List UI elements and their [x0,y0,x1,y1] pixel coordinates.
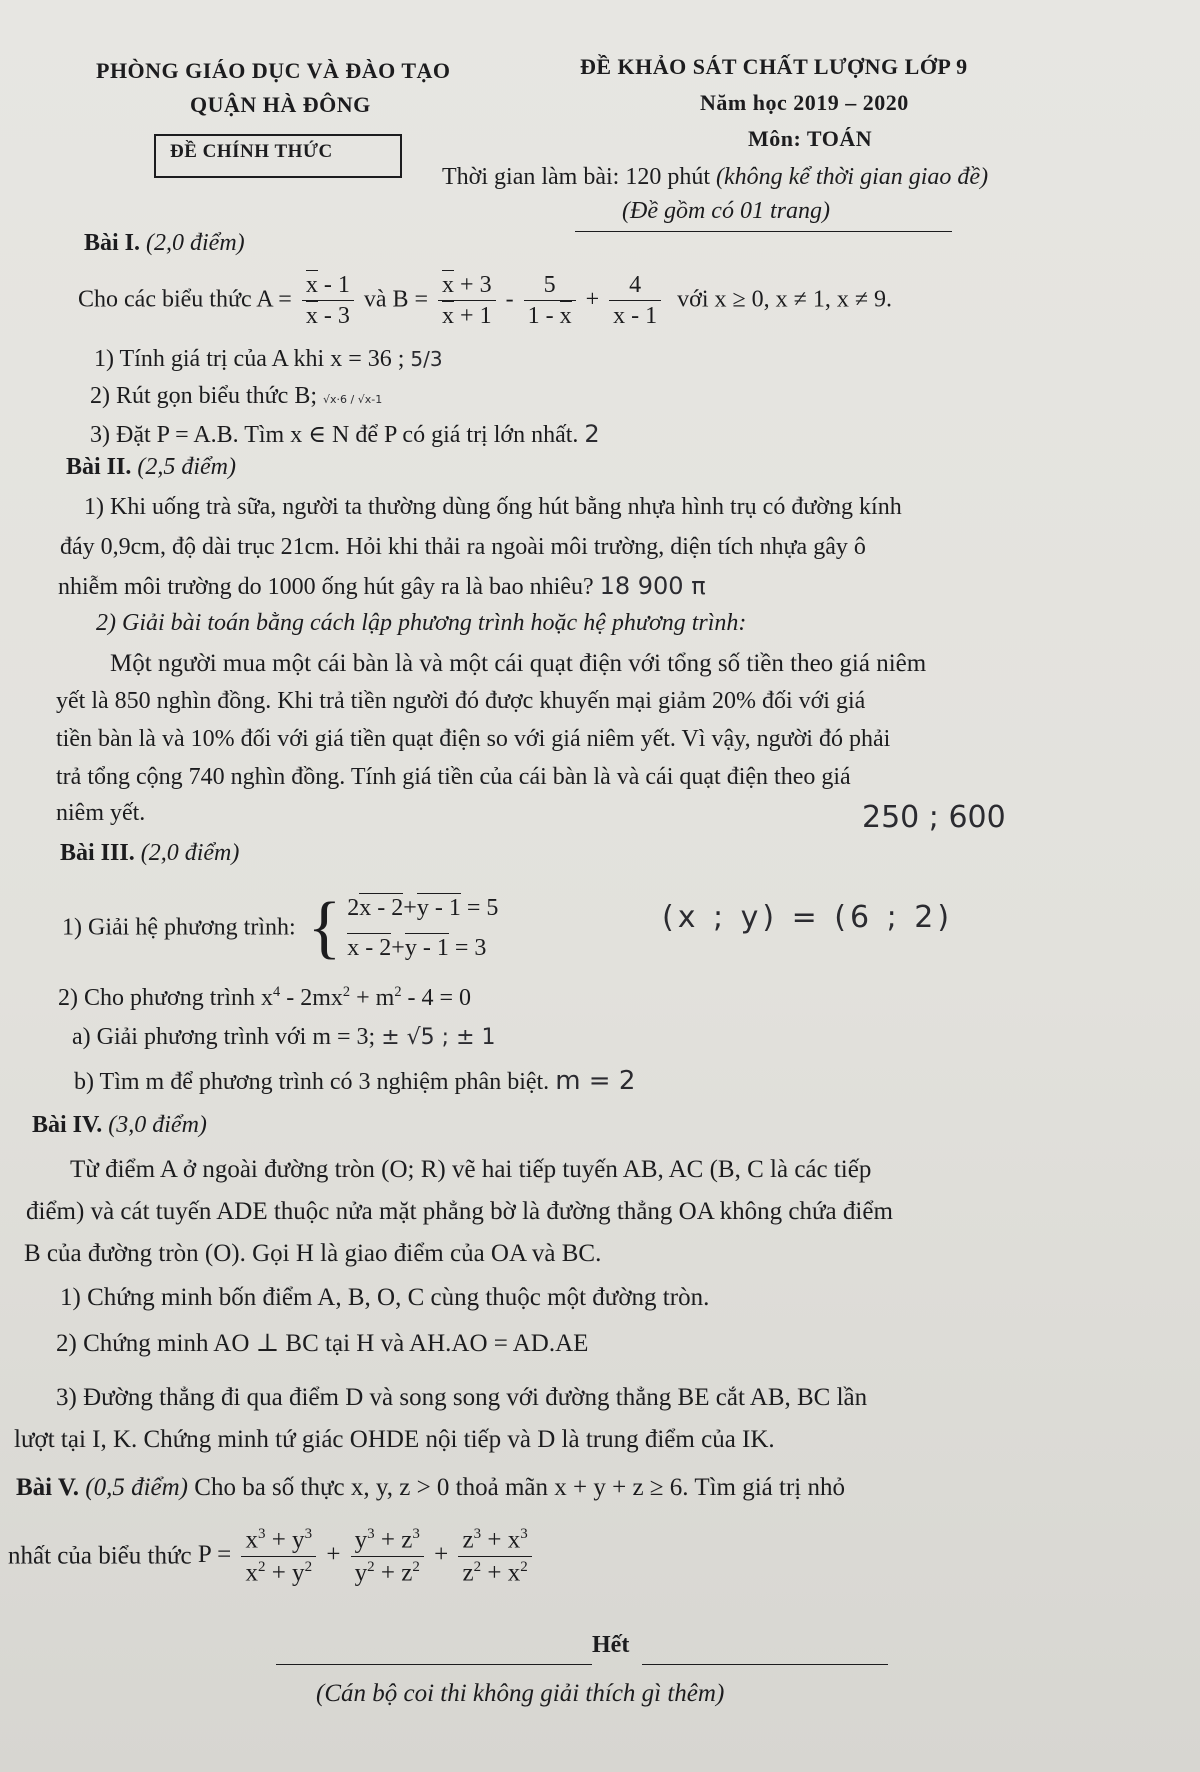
equation-system: 2x - 2+y - 1 = 5 x - 2+y - 1 = 3 [347,895,499,961]
problem-2-heading: Bài II. (2,5 điểm) [66,454,236,480]
expr-p-term-2: $\frac{y^3 + z^3}{y^2 + z^2}$ [351,1526,424,1587]
problem-3-part-2: 2) Cho phương trình $x^4 - 2mx^2 + m^2 - 4 = 0$ [58,984,472,1011]
problem-4-line-3: B của đường tròn (O). Gọi H là giao điểm của OA và BC. [24,1240,602,1267]
problem-2-part-2-line-4: trả tổng cộng 740 nghìn đồng. Tính giá tiền của cái bàn là và cái quạt điện theo giá [56,764,851,790]
expr-p-term-3: $\frac{z^3 + x^3}{z^2 + x^2}$ [458,1526,531,1587]
handwritten-answer-3-1: (x ; y) = (6 ; 2) [662,900,954,935]
problem-4-heading: Bài IV. (3,0 điểm) [32,1112,207,1138]
problem-1-part-1: 1) Tính giá trị của A khi x = 36 ; 5/3 [94,346,443,372]
footer-line-left [276,1664,592,1665]
problem-3-part-1: 1) Giải hệ phương trình: { 2x - 2+y - 1 = 5 x - 2+y - 1 = 3 [62,889,499,966]
page-count: (Đề gồm có 01 trang) [622,198,830,224]
problem-2-part-1-line-2: đáy 0,9cm, độ dài trục 21cm. Hỏi khi thải ra ngoài môi trường, diện tích nhựa gây ô [60,534,866,560]
subject: Môn: TOÁN [748,126,873,151]
end-mark: Hết [592,1632,630,1658]
problem-4-line-1: Từ điểm A ở ngoài đường tròn (O; R) vẽ hai tiếp tuyến AB, AC (B, C là các tiếp [70,1156,872,1183]
problem-4-part-2: 2) Chứng minh AO ⊥ BC tại H và AH.AO = AD.AE [56,1330,589,1357]
expr-b-term-2: $\frac{5}{1 - x}$ [524,272,576,330]
problem-4-part-3-line-2: lượt tại I, K. Chứng minh tứ giác OHDE nội tiếp và D là trung điểm của IK. [14,1426,775,1453]
handwritten-answer-2-2: 250 ; 600 [862,800,1006,835]
expr-p-term-1: $\frac{x^3 + y^3}{x^2 + y^2}$ [241,1526,316,1587]
footer-note: (Cán bộ coi thi không giải thích gì thêm) [316,1680,725,1707]
district-name: QUẬN HÀ ĐÔNG [190,92,371,117]
expr-b-term-3: $\frac{4}{x - 1}$ [609,272,661,330]
problem-1-heading: Bài I. (2,0 điểm) [84,230,245,256]
problem-2-part-2-line-3: tiền bàn là và 10% đối với giá tiền quạt điện so với giá niêm yết. Vì vậy, người đó phải [56,726,891,752]
footer-line-right [642,1664,888,1665]
exam-title: ĐỀ KHẢO SÁT CHẤT LƯỢNG LỚP 9 [580,54,968,79]
expr-b-term-1: $\frac{x + 3}{x + 1}$ [438,272,496,330]
problem-2-part-1-line-1: 1) Khi uống trà sữa, người ta thường dùng ống hút bằng nhựa hình trụ có đường kính [84,494,902,520]
official-label: ĐỀ CHÍNH THỨC [170,141,333,162]
problem-1-part-3: 3) Đặt P = A.B. Tìm x ∈ N để P có giá trị lớn nhất. 2 [90,420,600,448]
problem-3-part-2b: b) Tìm m để phương trình có 3 nghiệm phân biệt. m = 2 [74,1066,636,1096]
problem-2-part-2-line-2: yết là 850 nghìn đồng. Khi trả tiền người đó được khuyến mại giảm 20% đối với giá [56,688,866,714]
duration: Thời gian làm bài: 120 phút (không kể thời gian giao đề) [442,164,989,190]
problem-4-part-3-line-1: 3) Đường thẳng đi qua điểm D và song song với đường thẳng BE cắt AB, BC lần [56,1384,868,1411]
problem-3-heading: Bài III. (2,0 điểm) [60,840,240,866]
problem-2-part-2-instruction: 2) Giải bài toán bằng cách lập phương trình hoặc hệ phương trình: [96,610,747,636]
problem-4-part-1: 1) Chứng minh bốn điểm A, B, O, C cùng thuộc một đường tròn. [60,1284,710,1311]
problem-5-line-1: Bài V. (0,5 điểm) Cho ba số thực x, y, z > 0 thoả mãn x + y + z ≥ 6. Tìm giá trị nhỏ [16,1474,845,1501]
department-name: PHÒNG GIÁO DỤC VÀ ĐÀO TẠO [96,58,451,83]
problem-4-line-2: điểm) và cát tuyến ADE thuộc nửa mặt phẳng bờ là đường thẳng OA không chứa điểm [26,1198,893,1225]
problem-2-part-2-line-5: niêm yết. [56,800,146,826]
expr-a: $\frac{x - 1}{x - 3}$ [302,272,354,330]
problem-2-part-1-line-3: nhiễm môi trường do 1000 ống hút gây ra là bao nhiêu? 18 900 π [58,572,706,600]
school-year: Năm học 2019 – 2020 [700,90,909,115]
header-underline [575,231,952,232]
problem-3-part-2a: a) Giải phương trình với m = 3; ± √5 ; ± 1 [72,1024,496,1050]
problem-1-part-2: 2) Rút gọn biểu thức B; √x·6 / √x-1 [90,383,383,409]
problem-5-line-2: nhất của biểu thức P = $\frac{x^3 + y^3}{x^2 + y^2}$ + $\frac{y^3 + z^3}{y^2 + z^2}$ + $\frac{z^3 + x^3}{z^2 + x^2}$ [8,1526,536,1587]
problem-2-part-2-line-1: Một người mua một cái bàn là và một cái quạt điện với tổng số tiền theo giá niêm [110,650,927,677]
problem-1-expressions: Cho các biểu thức A = $\frac{x - 1}{x - 3}$ và B = $\frac{x + 3}{x + 1}$ - $\frac{5}{1 - x}$ + $\frac{4}{x - 1}$ với x ≥ 0, x ≠ 1, x ≠ 9. [78,272,893,330]
